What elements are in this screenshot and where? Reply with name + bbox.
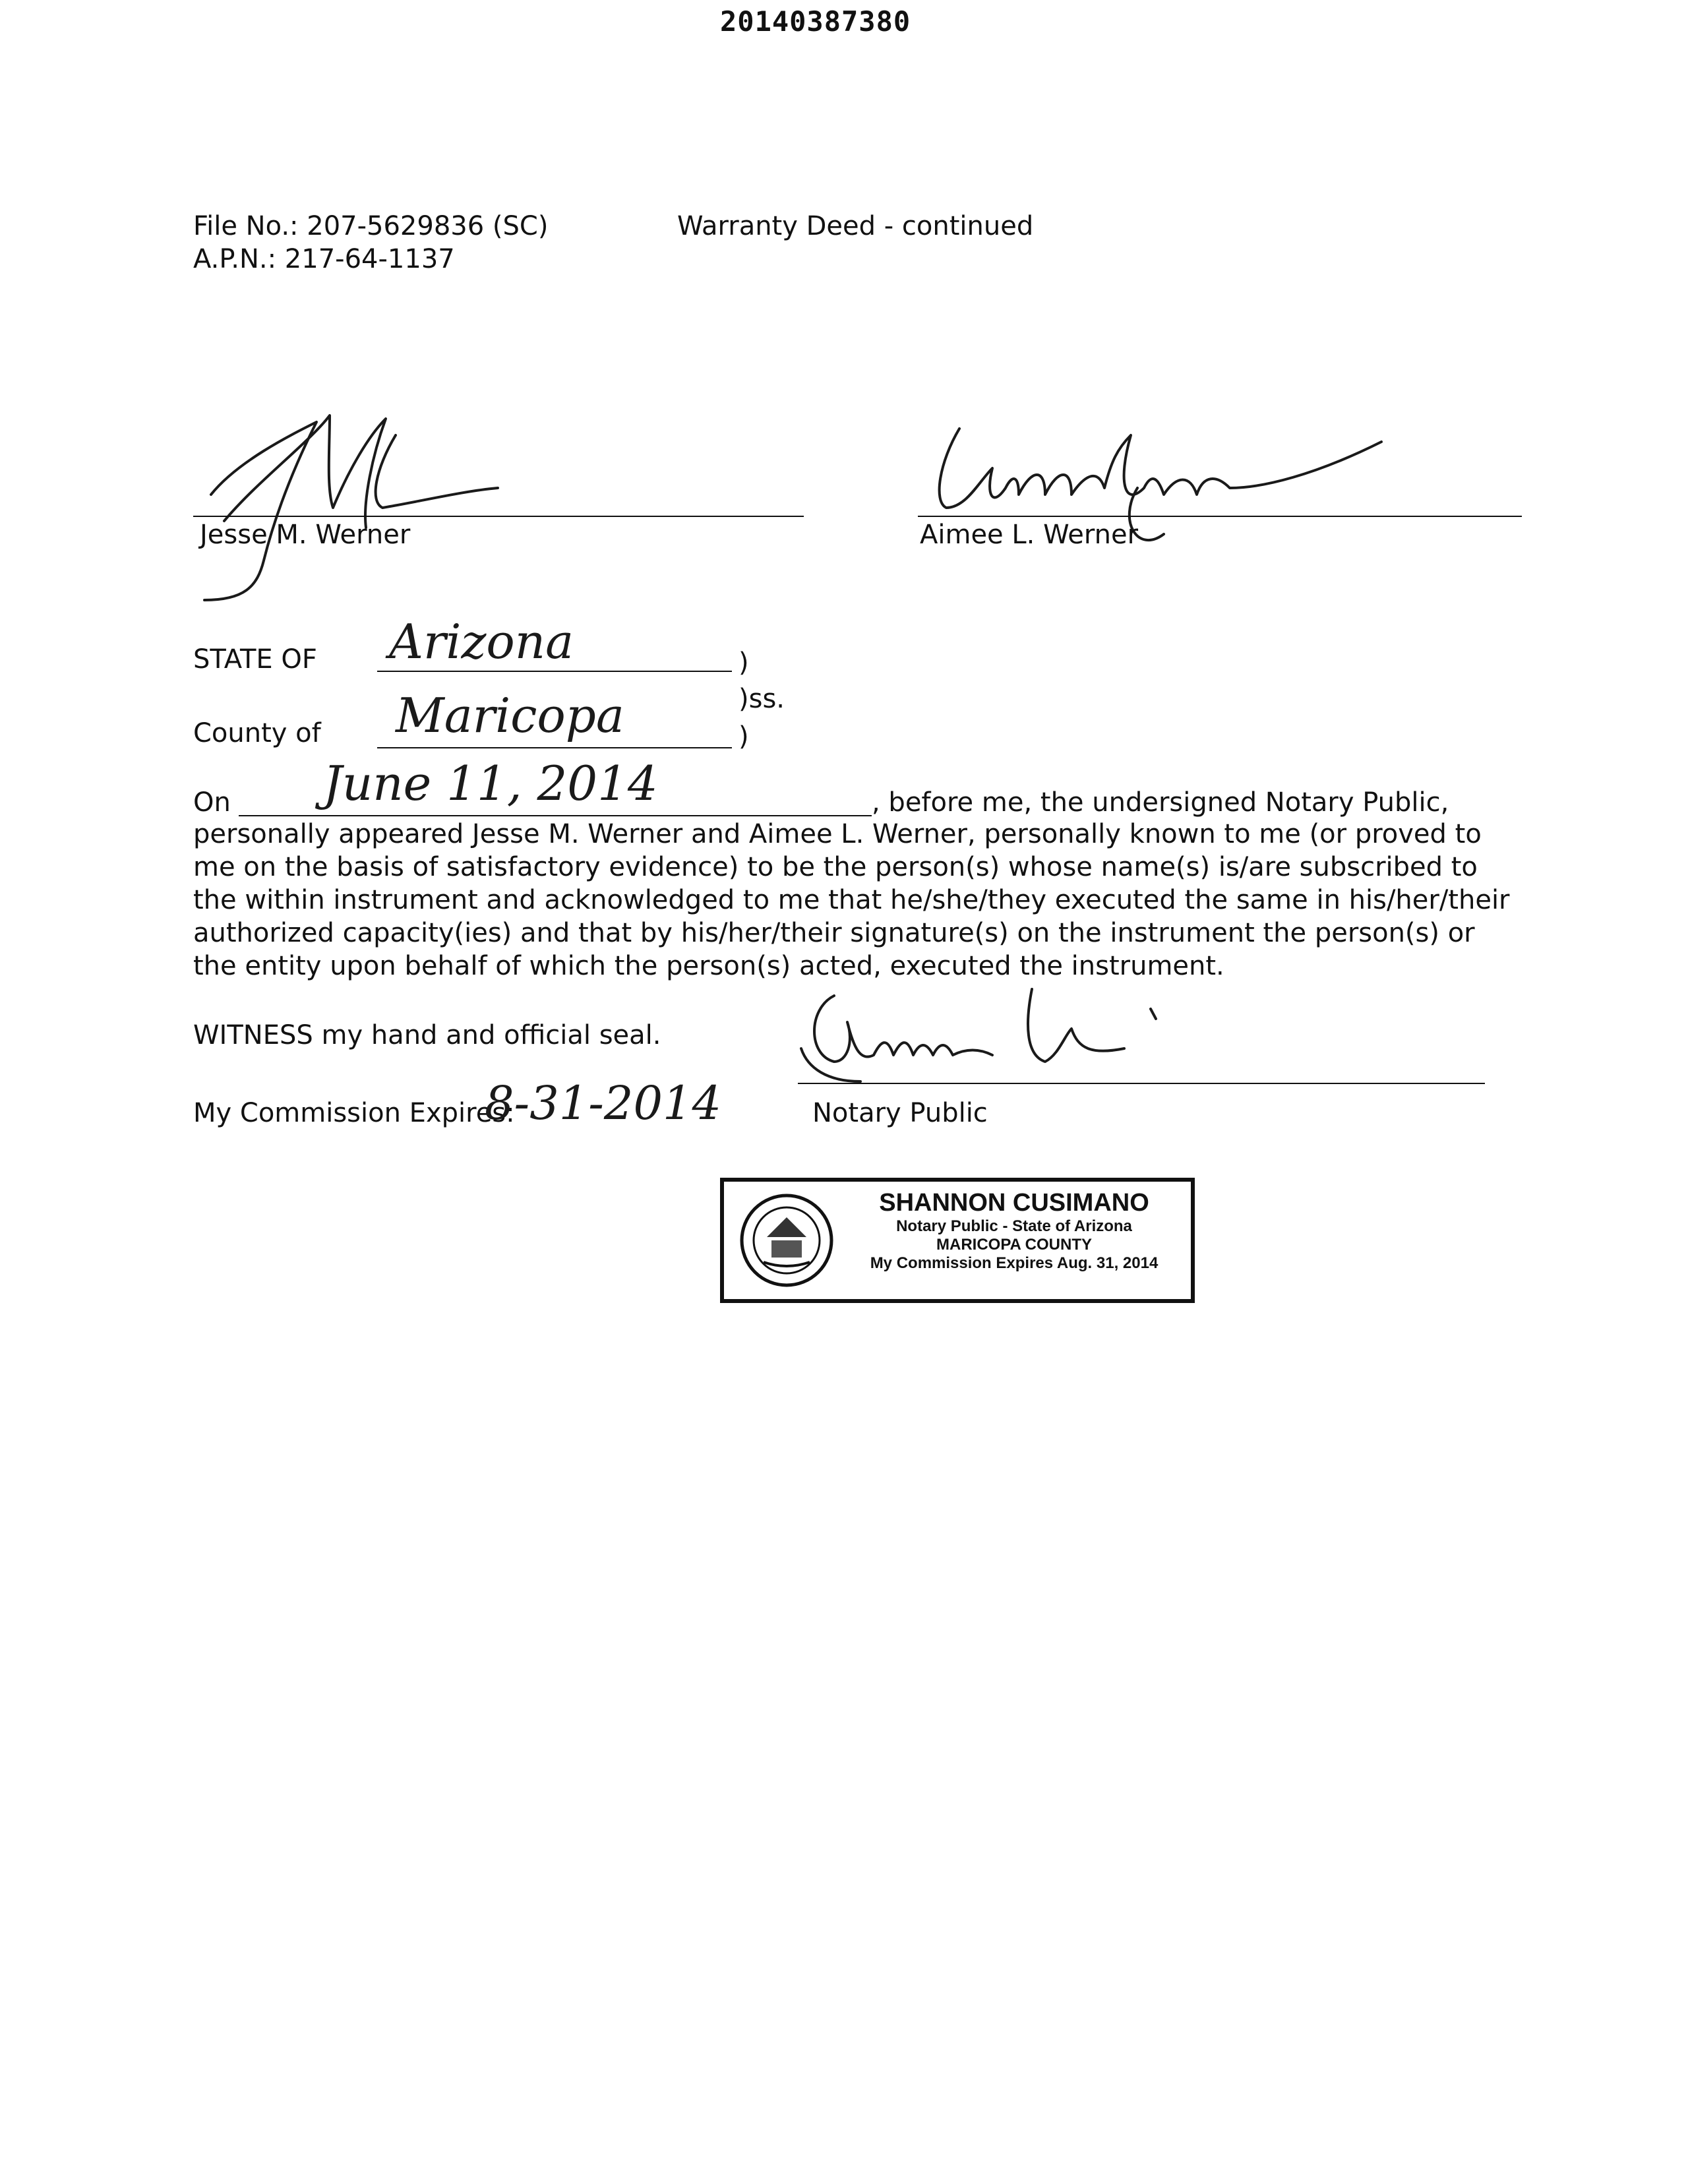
county-label: County of	[193, 718, 321, 748]
seal-state-line: Notary Public - State of Arizona	[896, 1217, 1132, 1235]
paren-ss: )ss.	[738, 684, 785, 714]
signature-notary	[795, 983, 1203, 1095]
apn-number: A.P.N.: 217-64-1137	[193, 244, 455, 274]
date-handwritten: June 11, 2014	[323, 756, 658, 811]
signer1-name: Jesse M. Werner	[200, 520, 411, 550]
seal-expiration-line: My Commission Expires Aug. 31, 2014	[870, 1254, 1159, 1272]
on-label: On	[193, 787, 231, 818]
signature-jesse-werner	[198, 409, 501, 607]
date-line	[239, 815, 872, 816]
deed-title: Warranty Deed - continued	[677, 211, 1034, 241]
notary-signature-line	[798, 1083, 1485, 1084]
witness-text: WITNESS my hand and official seal.	[193, 1020, 661, 1050]
signer2-name: Aimee L. Werner	[920, 520, 1139, 550]
state-seal-icon	[737, 1191, 836, 1290]
notary-public-label: Notary Public	[812, 1098, 988, 1128]
seal-notary-name: SHANNON CUSIMANO	[879, 1189, 1149, 1217]
notary-seal-stamp	[720, 1178, 1195, 1303]
county-handwritten: Maricopa	[396, 688, 624, 743]
state-handwritten: Arizona	[389, 614, 574, 669]
state-line	[377, 671, 732, 672]
signature-line-jesse	[193, 516, 804, 517]
commission-handwritten: 8-31-2014	[485, 1076, 722, 1130]
file-number: File No.: 207-5629836 (SC)	[193, 211, 549, 241]
commission-label: My Commission Expires:	[193, 1098, 515, 1128]
paren-1: )	[738, 648, 749, 678]
seal-county-line: MARICOPA COUNTY	[936, 1236, 1092, 1254]
state-label: STATE OF	[193, 644, 317, 675]
paren-2: )	[738, 721, 749, 752]
before-me-text: , before me, the undersigned Notary Public,	[872, 787, 1449, 818]
document-number: 20140387380	[720, 5, 911, 38]
signature-line-aimee	[918, 516, 1522, 517]
acknowledgment-paragraph: personally appeared Jesse M. Werner and Aimee L. Werner, personally known to me (or proved to me on the basis of satisfactory evidence) to be the person(s) whose name(s) is/are subscribed to the within instrument and acknowledged to me that he/she/they executed the same in his/her/their authorized capacity(ies) and that by his/her/their signature(s) on the instrument the person(s) or the entity upon behalf of which the person(s) acted, executed the instrument.	[193, 819, 1510, 981]
county-line	[377, 747, 732, 748]
